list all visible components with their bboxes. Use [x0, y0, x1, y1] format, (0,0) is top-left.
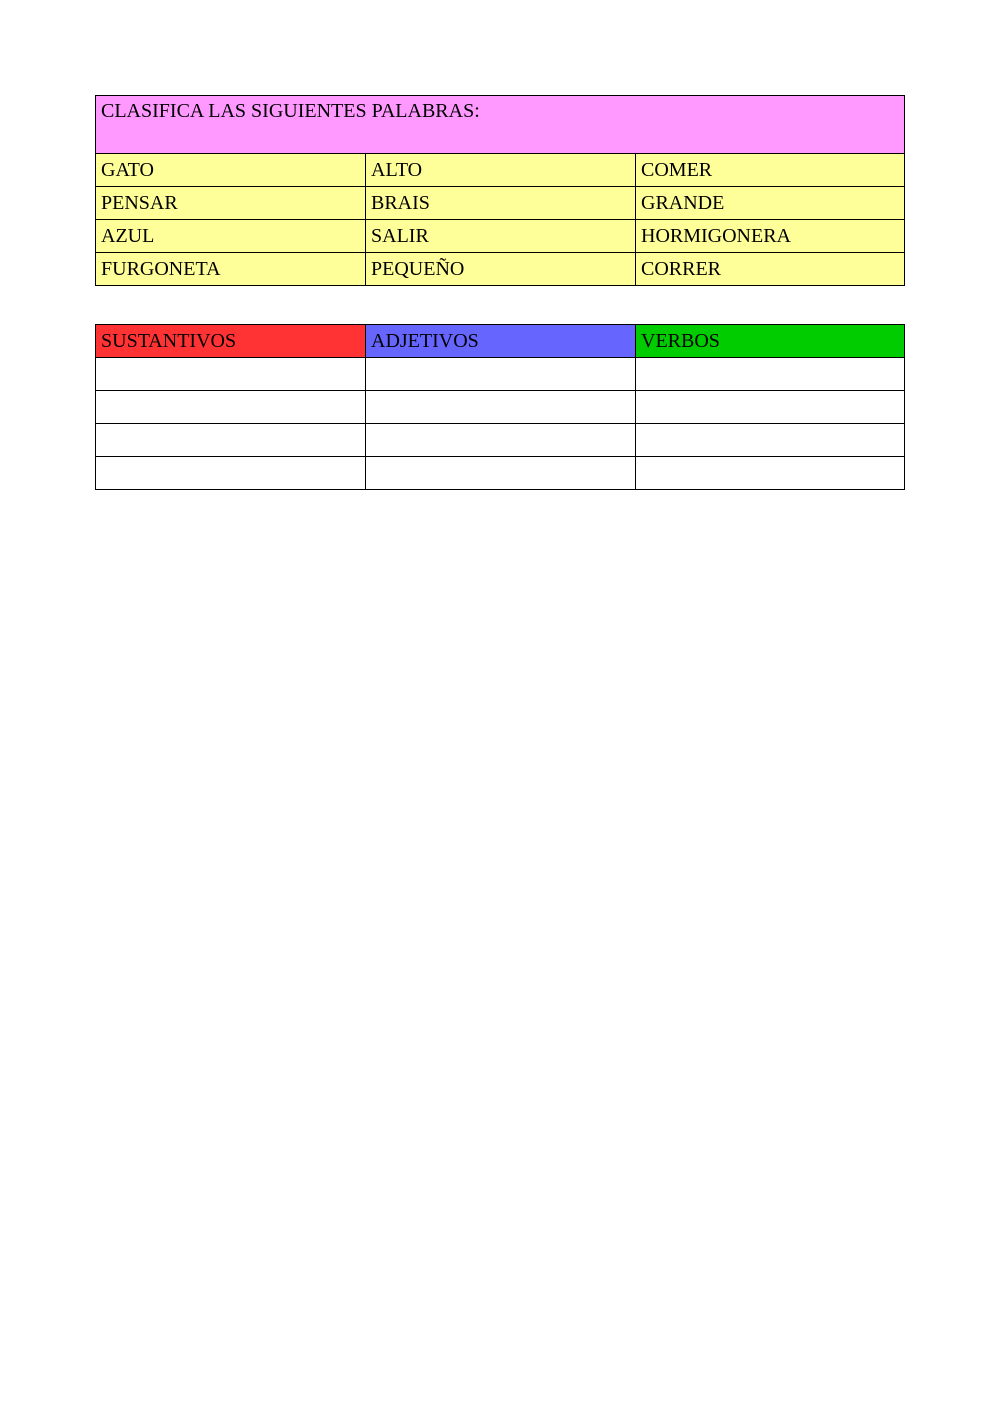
header-adjetivos: ADJETIVOS	[366, 325, 636, 358]
answer-cell[interactable]	[636, 457, 905, 490]
answer-row	[96, 424, 905, 457]
word-row	[96, 154, 905, 187]
word-cell: FURGONETA	[96, 253, 366, 286]
header-verbos: VERBOS	[636, 325, 905, 358]
answer-cell[interactable]	[366, 424, 636, 457]
header-row	[96, 325, 905, 358]
worksheet-title: CLASIFICA LAS SIGUIENTES PALABRAS:	[96, 96, 905, 154]
answer-row	[96, 457, 905, 490]
answer-cell[interactable]	[96, 457, 366, 490]
word-cell: COMER	[636, 154, 905, 187]
answer-cell[interactable]	[366, 358, 636, 391]
word-cell: SALIR	[366, 220, 636, 253]
answer-cell[interactable]	[636, 391, 905, 424]
word-cell: GATO	[96, 154, 366, 187]
answer-cell[interactable]	[366, 391, 636, 424]
word-cell: CORRER	[636, 253, 905, 286]
word-row	[96, 220, 905, 253]
answer-cell[interactable]	[636, 424, 905, 457]
word-cell: AZUL	[96, 220, 366, 253]
word-cell: BRAIS	[366, 187, 636, 220]
word-cell: PEQUEÑO	[366, 253, 636, 286]
answer-cell[interactable]	[96, 391, 366, 424]
answer-row	[96, 391, 905, 424]
answer-cell[interactable]	[366, 457, 636, 490]
words-table	[95, 95, 905, 286]
answer-cell[interactable]	[96, 424, 366, 457]
answer-table	[95, 324, 905, 490]
word-cell: PENSAR	[96, 187, 366, 220]
word-cell: HORMIGONERA	[636, 220, 905, 253]
word-row	[96, 187, 905, 220]
header-sustantivos: SUSTANTIVOS	[96, 325, 366, 358]
word-cell: GRANDE	[636, 187, 905, 220]
word-cell: ALTO	[366, 154, 636, 187]
answer-cell[interactable]	[96, 358, 366, 391]
title-row	[96, 96, 905, 154]
word-row	[96, 253, 905, 286]
answer-row	[96, 358, 905, 391]
answer-cell[interactable]	[636, 358, 905, 391]
